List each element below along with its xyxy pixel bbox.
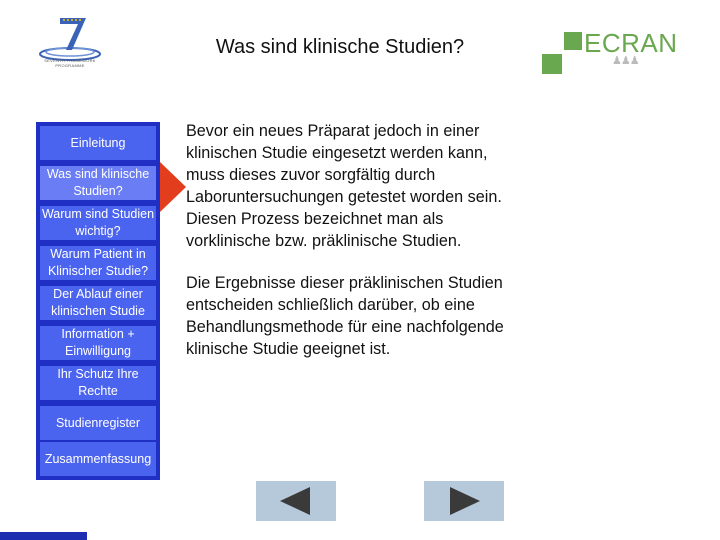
main-content [186,120,506,380]
nav-item-einleitung[interactable] [40,126,156,160]
content-paragraph: Die Ergebnisse dieser präklinischen Studien entscheiden schließlich darüber, ob eine Behandlungsmethode für eine nachfolgende klinische Studie geeignet ist. [186,274,504,358]
fp7-caption: SEVENTH FRAMEWORK PROGRAMME [44,58,96,68]
nav-item-label: Ihr Schutz Ihre Rechte [57,367,139,398]
fp7-emblem-icon [30,14,110,62]
nav-item-ablauf[interactable] [40,286,156,320]
ecran-wordmark: ECRAN [584,28,678,58]
page-title: Was sind klinische Studien? [215,36,465,58]
nav-item-label: Warum Patient in Klinischer Studie? [47,247,149,278]
nav-item-warum-patient[interactable] [40,246,156,280]
nav-item-label: Einleitung [70,135,126,150]
next-button[interactable] [424,481,504,521]
nav-item-label: Warum sind Studien wichtig? [41,207,155,238]
triangle-right-icon [450,487,480,515]
fp7-logo [30,14,110,76]
sidebar-nav [36,122,160,480]
ecran-logo [540,30,680,82]
nav-item-schutz-rechte[interactable] [40,366,156,400]
nav-item-warum-sind-studien-wichtig[interactable] [40,206,156,240]
people-figures-icon: ♟♟♟ [612,55,639,67]
nav-item-information-einwilligung[interactable] [40,326,156,360]
nav-item-label: Der Ablauf einer klinischen Studie [51,287,145,318]
nav-item-was-sind-klinische-studien[interactable] [40,166,156,200]
triangle-left-icon [280,487,310,515]
content-paragraph: Bevor ein neues Präparat jedoch in einer klinischen Studie eingesetzt werden kann, muss dieses zuvor sorgfältig durch Laboruntersuchungen getestet worden sein. Diesen Prozess bezeichnet man als vorklinische bzw. präklinische Studien. [186,122,502,250]
ecran-square-icon [542,54,562,74]
nav-item-label: Information + Einwilligung [61,327,135,358]
corner-decoration [0,532,87,540]
ecran-square-icon [564,32,582,50]
nav-item-studienregister[interactable] [40,406,156,440]
previous-button[interactable] [256,481,336,521]
nav-item-zusammenfassung[interactable] [40,442,156,476]
nav-item-label: Zusammenfassung [44,451,152,466]
active-pointer-arrow-icon [160,162,186,212]
nav-item-label: Was sind klinische Studien? [46,167,150,198]
nav-item-label: Studienregister [55,415,141,430]
